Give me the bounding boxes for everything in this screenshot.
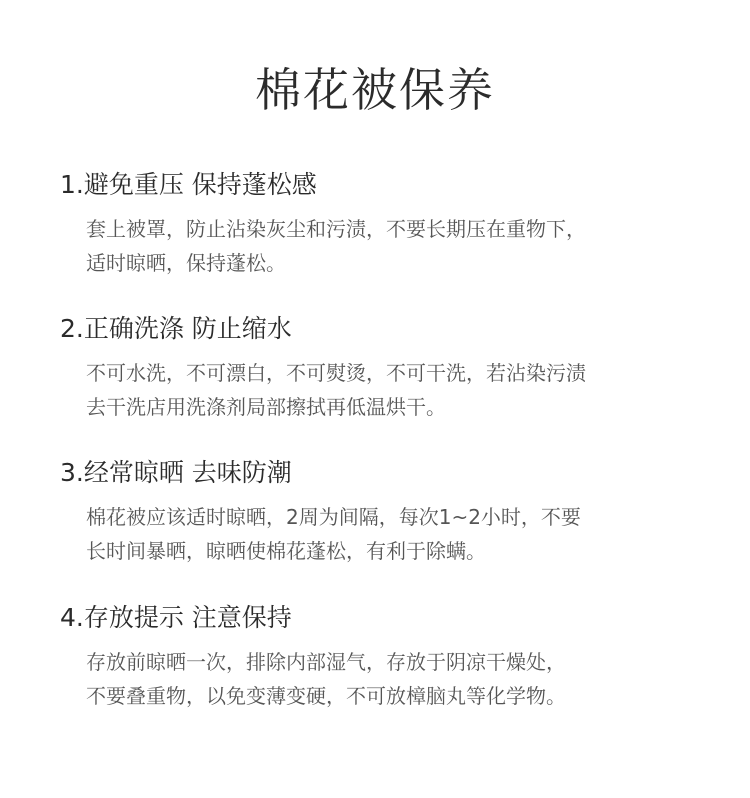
section-body-line: 不可水洗，不可漂白，不可熨烫，不可干洗，若沾染污渍 xyxy=(86,361,586,385)
section-heading: 3.经常晾晒 去味防潮 xyxy=(60,458,292,487)
section-heading: 1.避免重压 保持蓬松感 xyxy=(60,170,317,199)
section-body xyxy=(60,500,710,568)
section-body-line: 去干洗店用洗涤剂局部擦拭再低温烘干。 xyxy=(86,395,446,419)
care-section-2 xyxy=(60,312,710,424)
section-body-line: 不要叠重物，以免变薄变硬，不可放樟脑丸等化学物。 xyxy=(86,684,566,708)
section-body xyxy=(60,645,710,713)
section-heading: 4.存放提示 注意保持 xyxy=(60,603,292,632)
care-section-3 xyxy=(60,456,710,568)
care-section-1 xyxy=(60,168,710,280)
section-body-line: 套上被罩，防止沾染灰尘和污渍，不要长期压在重物下， xyxy=(86,217,586,241)
care-section-4 xyxy=(60,601,710,713)
section-body-line: 存放前晾晒一次，排除内部湿气，存放于阴凉干燥处， xyxy=(86,650,566,674)
section-body xyxy=(60,212,710,280)
section-body-line: 棉花被应该适时晾晒，2周为间隔，每次1~2小时，不要 xyxy=(86,505,581,529)
page-title: 棉花被保养 xyxy=(255,63,495,117)
section-heading: 2.正确洗涤 防止缩水 xyxy=(60,314,292,343)
section-body-line: 适时晾晒，保持蓬松。 xyxy=(86,251,286,275)
section-body-line: 长时间暴晒，晾晒使棉花蓬松，有利于除螨。 xyxy=(86,539,486,563)
section-body xyxy=(60,356,710,424)
